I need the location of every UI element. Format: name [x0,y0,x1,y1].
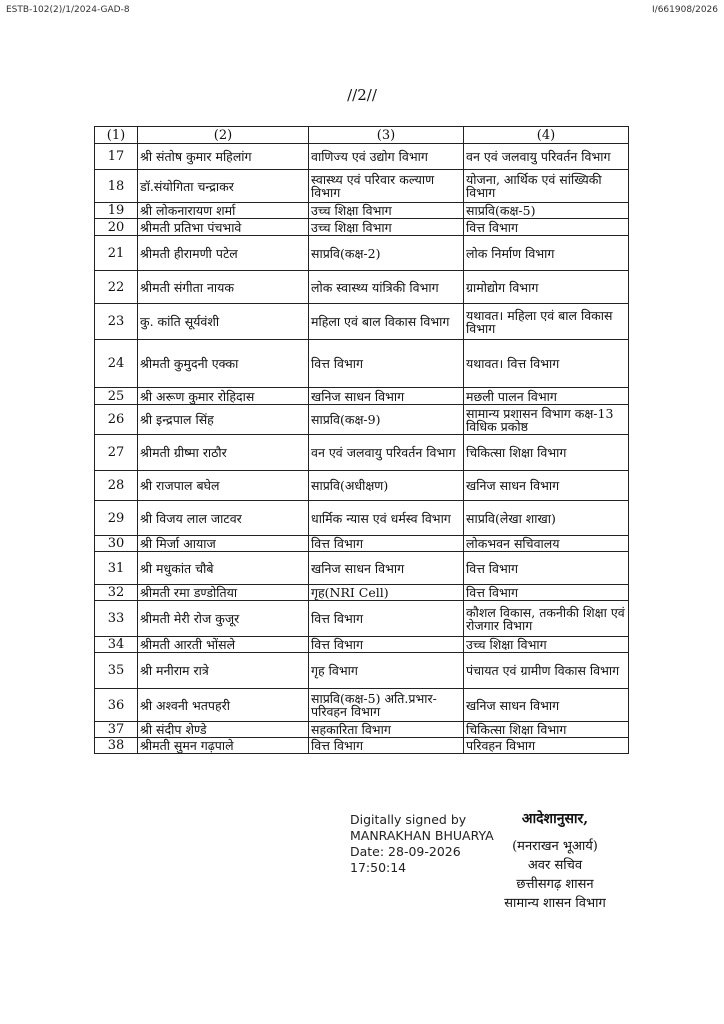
employee-name-cell: श्रीमती मेरी रोज कुजूर [138,601,309,637]
serial-number-cell: 35 [95,653,138,689]
current-department-cell: उच्च शिक्षा विभाग [309,203,464,219]
employee-name-cell: श्री संदीप शेण्डे [138,722,309,738]
table-row [95,203,629,219]
current-department-cell: साप्रवि(कक्ष-2) [309,236,464,271]
new-department-cell: वित्त विभाग [464,552,629,585]
table-row [95,236,629,271]
employee-name-cell: श्रीमती सुमन गढ़पाले [138,738,309,754]
new-department-cell: साप्रवि(लेखा शाखा) [464,501,629,536]
employee-name-cell: श्री मनीराम रात्रे [138,653,309,689]
table-row [95,601,629,637]
table-row [95,585,629,601]
serial-number-cell: 25 [95,388,138,405]
current-department-cell: साप्रवि(कक्ष-9) [309,405,464,435]
serial-number-cell: 23 [95,304,138,340]
table-row [95,689,629,722]
table-row [95,722,629,738]
column-header: (1) [95,127,138,144]
table-row [95,435,629,471]
serial-number-cell: 19 [95,203,138,219]
new-department-cell: पंचायत एवं ग्रामीण विकास विभाग [464,653,629,689]
current-department-cell: वित्त विभाग [309,738,464,754]
serial-number-cell: 36 [95,689,138,722]
employee-name-cell: श्री लोकनारायण शर्मा [138,203,309,219]
current-department-cell: वित्त विभाग [309,601,464,637]
employee-name-cell: कु. कांति सूर्यवंशी [138,304,309,340]
new-department-cell: चिकित्सा शिक्षा विभाग [464,722,629,738]
employee-name-cell: डॉ.संयोगिता चन्द्राकर [138,170,309,203]
signature-date: Date: 28-09-2026 [350,844,461,859]
employee-name-cell: श्री मधुकांत चौबे [138,552,309,585]
table-row [95,552,629,585]
table-row [95,405,629,435]
table-row [95,304,629,340]
new-department-cell: उच्च शिक्षा विभाग [464,637,629,653]
new-department-cell: खनिज साधन विभाग [464,471,629,501]
column-header: (2) [138,127,309,144]
new-department-cell: चिकित्सा शिक्षा विभाग [464,435,629,471]
serial-number-cell: 31 [95,552,138,585]
new-department-cell: साप्रवि(कक्ष-5) [464,203,629,219]
employee-name-cell: श्री अश्वनी भतपहरी [138,689,309,722]
serial-number-cell: 33 [95,601,138,637]
new-department-cell: लोक निर्माण विभाग [464,236,629,271]
signatory-designation: अवर सचिव [527,858,583,873]
current-department-cell: साप्रवि(कक्ष-5) अति.प्रभार-परिवहन विभाग [309,689,464,722]
table-row [95,170,629,203]
serial-number-cell: 26 [95,405,138,435]
signature-time: 17:50:14 [350,860,407,875]
new-department-cell: खनिज साधन विभाग [464,689,629,722]
new-department-cell: परिवहन विभाग [464,738,629,754]
new-department-cell: मछली पालन विभाग [464,388,629,405]
signatory-name: (मनराखन भूआर्य) [512,839,598,854]
table-row [95,271,629,304]
employee-name-cell: श्रीमती ग्रीष्मा राठौर [138,435,309,471]
current-department-cell: स्वास्थ्य एवं परिवार कल्याण विभाग [309,170,464,203]
new-department-cell: यथावत। महिला एवं बाल विकास विभाग [464,304,629,340]
current-department-cell: वित्त विभाग [309,637,464,653]
current-department-cell: वित्त विभाग [309,340,464,388]
new-department-cell: वित्त विभाग [464,585,629,601]
page-number: //2// [347,86,377,104]
document-reference: ESTB-102(2)/1/2024-GAD-8 [6,5,130,15]
order-title: आदेशानुसार, [521,811,589,827]
signature-signer: MANRAKHAN BHUARYA [350,828,494,843]
employee-name-cell: श्रीमती कुमुदनी एक्का [138,340,309,388]
table-row [95,536,629,552]
employee-name-cell: श्री राजपाल बघेल [138,471,309,501]
employee-name-cell: श्री मिर्जा आयाज [138,536,309,552]
serial-number-cell: 38 [95,738,138,754]
employee-name-cell: श्री संतोष कुमार महिलांग [138,144,309,170]
current-department-cell: वन एवं जलवायु परिवर्तन विभाग [309,435,464,471]
serial-number-cell: 27 [95,435,138,471]
serial-number-cell: 20 [95,219,138,236]
table-row [95,144,629,170]
employee-name-cell: श्रीमती आरती भोंसले [138,637,309,653]
column-header: (4) [464,127,629,144]
serial-number-cell: 32 [95,585,138,601]
table-row [95,653,629,689]
table-header-row [95,127,629,144]
table-row [95,388,629,405]
new-department-cell: यथावत। वित्त विभाग [464,340,629,388]
current-department-cell: वित्त विभाग [309,536,464,552]
new-department-cell: कौशल विकास, तकनीकी शिक्षा एवं रोजगार विभाग [464,601,629,637]
document-id: I/661908/2026 [652,5,718,15]
new-department-cell: ग्रामोद्योग विभाग [464,271,629,304]
serial-number-cell: 21 [95,236,138,271]
employee-name-cell: श्रीमती संगीता नायक [138,271,309,304]
signature-line: Digitally signed by [350,812,467,827]
table-row [95,471,629,501]
serial-number-cell: 22 [95,271,138,304]
employee-name-cell: श्री विजय लाल जाटवर [138,501,309,536]
serial-number-cell: 17 [95,144,138,170]
current-department-cell: गृह विभाग [309,653,464,689]
current-department-cell: साप्रवि(अधीक्षण) [309,471,464,501]
table-row [95,637,629,653]
serial-number-cell: 29 [95,501,138,536]
signatory-department: सामान्य शासन विभाग [504,896,606,911]
employee-name-cell: श्री अरूण कुमार रोहिदास [138,388,309,405]
table-row [95,340,629,388]
serial-number-cell: 28 [95,471,138,501]
order-block [490,810,620,913]
table-row [95,501,629,536]
current-department-cell: वाणिज्य एवं उद्योग विभाग [309,144,464,170]
current-department-cell: खनिज साधन विभाग [309,552,464,585]
current-department-cell: उच्च शिक्षा विभाग [309,219,464,236]
employee-name-cell: श्रीमती प्रतिभा पंचभावे [138,219,309,236]
transfer-table [94,126,629,754]
new-department-cell: सामान्य प्रशासन विभाग कक्ष-13 विधिक प्रकोष्ठ [464,405,629,435]
current-department-cell: लोक स्वास्थ्य यांत्रिकी विभाग [309,271,464,304]
current-department-cell: गृह(NRI Cell) [309,585,464,601]
serial-number-cell: 34 [95,637,138,653]
new-department-cell: वन एवं जलवायु परिवर्तन विभाग [464,144,629,170]
employee-name-cell: श्रीमती हीरामणी पटेल [138,236,309,271]
table-row [95,738,629,754]
current-department-cell: खनिज साधन विभाग [309,388,464,405]
table-row [95,219,629,236]
digital-signature [350,812,494,876]
serial-number-cell: 37 [95,722,138,738]
serial-number-cell: 18 [95,170,138,203]
new-department-cell: वित्त विभाग [464,219,629,236]
column-header: (3) [309,127,464,144]
employee-name-cell: श्रीमती रमा डण्डोतिया [138,585,309,601]
serial-number-cell: 30 [95,536,138,552]
employee-name-cell: श्री इन्द्रपाल सिंह [138,405,309,435]
current-department-cell: धार्मिक न्यास एवं धर्मस्व विभाग [309,501,464,536]
new-department-cell: योजना, आर्थिक एवं सांख्यिकी विभाग [464,170,629,203]
current-department-cell: सहकारिता विभाग [309,722,464,738]
current-department-cell: महिला एवं बाल विकास विभाग [309,304,464,340]
serial-number-cell: 24 [95,340,138,388]
new-department-cell: लोकभवन सचिवालय [464,536,629,552]
signatory-government: छत्तीसगढ़ शासन [516,877,594,892]
